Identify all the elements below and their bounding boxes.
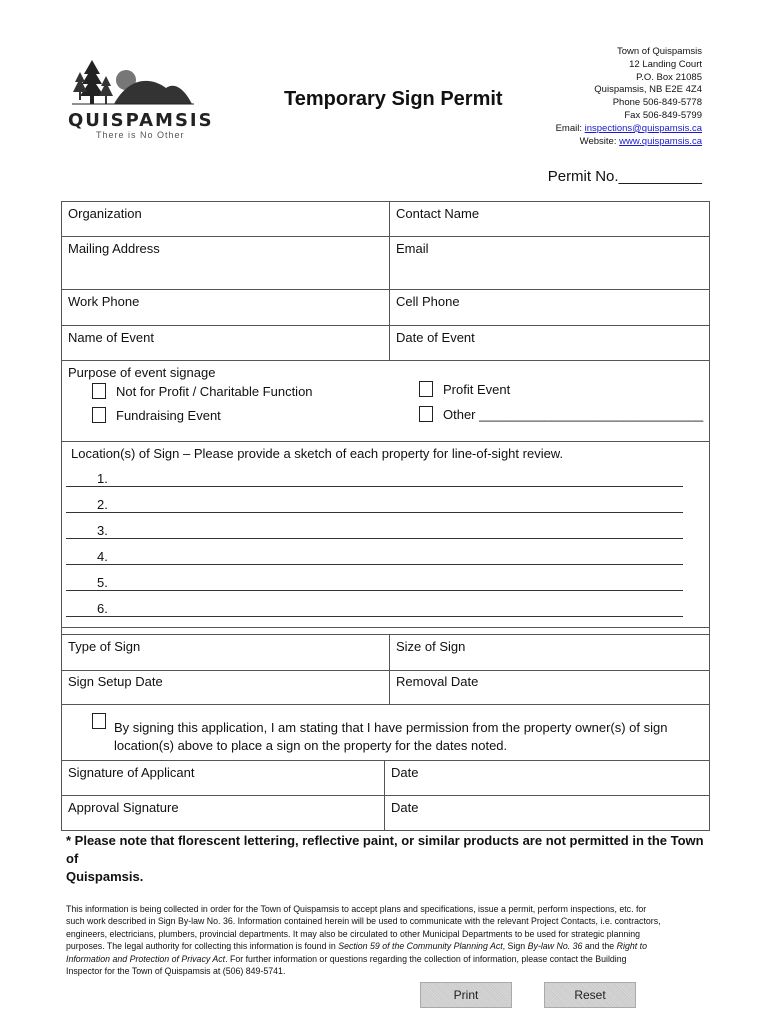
row-phones — [62, 290, 709, 326]
print-button[interactable]: Print — [420, 982, 512, 1008]
option-profit[interactable]: Profit Event — [419, 381, 510, 397]
website-link[interactable]: www.quispamsis.ca — [619, 135, 702, 147]
location-line-6[interactable] — [66, 616, 683, 617]
option-nonprofit[interactable]: Not for Profit / Charitable Function — [92, 383, 313, 399]
address-website-row: Website: www.quispamsis.ca — [579, 135, 702, 147]
address-line: P.O. Box 21085 — [636, 71, 702, 83]
checkbox[interactable] — [419, 381, 433, 397]
row-dates — [62, 670, 709, 705]
row-purpose — [62, 361, 709, 442]
option-fundraising[interactable]: Fundraising Event — [92, 407, 221, 423]
form-title: Temporary Sign Permit — [284, 88, 503, 110]
field-type-of-sign[interactable]: Type of Sign — [68, 639, 141, 654]
address-fax: Fax 506-849-5799 — [624, 109, 702, 121]
location-line-2[interactable] — [66, 512, 683, 513]
town-address — [556, 46, 702, 148]
field-contact-name[interactable]: Contact Name — [389, 202, 709, 236]
purpose-label: Purpose of event signage — [68, 365, 216, 380]
field-size-of-sign[interactable]: Size of Sign — [389, 635, 709, 670]
field-approval-date[interactable]: Date — [384, 796, 709, 830]
email-link[interactable]: inspections@quispamsis.ca — [584, 122, 702, 134]
location-number: 1. — [97, 471, 108, 486]
row-locations — [62, 442, 709, 628]
field-email[interactable]: Email — [389, 237, 709, 289]
privacy-disclaimer: This information is being collected in order for the Town of Quispamsis to accept plans and specifications, issue a permit, perform inspections, etc. for such work described in Sign By-law No. 36. Information contained herein will be used to communicate with the relevant Project Contacts, i.e. contractors, engineers, electricians, plumbers, provincial departments. It may also be circulated to other Municipal Departments to be used for strategic planning purposes. The legal authority for collecting this information is found in Section 59 of the Community Planning Act, Sign By-law No. 36 and the Right to Information and Protection of Privacy Act. For further information or questions regarding the collection of information, please contact the Building Inspector for the Town of Quispamsis at (506) 849-5741. — [66, 904, 661, 977]
location-line-3[interactable] — [66, 538, 683, 539]
logo-graphic-icon — [70, 58, 200, 110]
location-number: 2. — [97, 497, 108, 512]
field-date-of-event[interactable]: Date of Event — [389, 326, 709, 360]
row-organization — [62, 202, 709, 237]
consent-checkbox[interactable] — [92, 713, 106, 729]
location-line-5[interactable] — [66, 590, 683, 591]
location-number: 4. — [97, 549, 108, 564]
field-removal-date[interactable]: Removal Date — [389, 670, 709, 704]
logo-tagline: There is No Other — [96, 130, 185, 140]
checkbox[interactable] — [92, 407, 106, 423]
address-line: Town of Quispamsis — [616, 46, 702, 57]
field-cell-phone[interactable]: Cell Phone — [389, 290, 709, 325]
address-phone: Phone 506-849-5778 — [612, 97, 702, 109]
location-number: 3. — [97, 523, 108, 538]
town-logo — [68, 58, 214, 140]
consent-text: By signing this application, I am stating that I have permission from the property owner(s) of sign location(s) above to place a sign on the property for the dates noted. — [114, 720, 668, 753]
option-other[interactable]: Other _______________________________ — [419, 406, 703, 422]
location-line-1[interactable] — [66, 486, 683, 487]
field-approval-signature[interactable]: Approval Signature — [68, 800, 179, 815]
field-mailing-address[interactable]: Mailing Address — [68, 241, 160, 256]
address-line: 12 Landing Court — [629, 58, 702, 70]
field-organization[interactable]: Organization — [68, 206, 142, 221]
row-event — [62, 326, 709, 361]
permit-number[interactable]: Permit No.__________ — [547, 168, 702, 185]
location-number: 5. — [97, 575, 108, 590]
checkbox[interactable] — [92, 383, 106, 399]
permit-form — [61, 201, 710, 831]
reset-button[interactable]: Reset — [544, 982, 636, 1008]
row-sign-type — [62, 634, 709, 671]
field-signature-applicant[interactable]: Signature of Applicant — [68, 765, 195, 780]
field-signature-date[interactable]: Date — [384, 761, 709, 795]
restriction-note: * Please note that florescent lettering, reflective paint, or similar products are not permitted in the Town of Quispamsis. — [66, 833, 704, 884]
row-mailing — [62, 237, 709, 290]
location-line-4[interactable] — [66, 564, 683, 565]
field-work-phone[interactable]: Work Phone — [68, 294, 140, 309]
address-email-row: Email: inspections@quispamsis.ca — [555, 122, 702, 134]
row-approval — [62, 796, 709, 830]
location-number: 6. — [97, 601, 108, 616]
checkbox[interactable] — [419, 406, 433, 422]
address-line: Quispamsis, NB E2E 4Z4 — [594, 84, 702, 96]
logo-wordmark: QUISPAMSIS — [68, 110, 214, 131]
locations-label: Location(s) of Sign – Please provide a sketch of each property for line-of-sight review. — [71, 446, 564, 461]
row-consent — [62, 705, 709, 761]
field-name-of-event[interactable]: Name of Event — [68, 330, 154, 345]
row-signature — [62, 761, 709, 796]
field-setup-date[interactable]: Sign Setup Date — [68, 674, 163, 689]
